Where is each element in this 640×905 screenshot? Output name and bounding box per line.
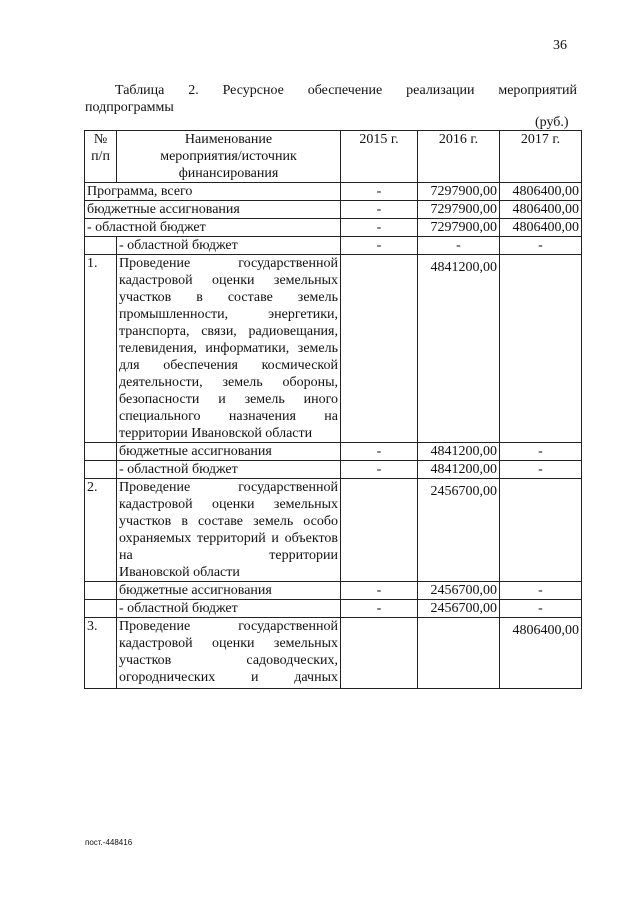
cell-2017: 4806400,00 [500,219,582,237]
row-label: - областной бюджет [117,461,341,479]
cell-2017 [500,255,582,443]
header-num: № п/п [85,131,117,183]
item-description [117,479,341,582]
header-2016: 2016 г. [418,131,500,183]
cell-num-empty [85,582,117,600]
cell-num-empty [85,461,117,479]
cell-num-empty [85,600,117,618]
table-row [85,443,582,461]
row-label: Программа, всего [85,183,341,201]
unit-label: (руб.) [535,115,569,130]
cell-2016 [418,618,500,689]
header-name: Наименование мероприятия/источник финансирования [117,131,341,183]
table-row [85,237,582,255]
desc-line: участков в составе земель особо [119,514,338,529]
cell-2015: - [341,443,418,461]
footer-code: пост.-448416 [85,838,133,847]
item-number: 1. [85,255,117,443]
caption-word: реализации [406,83,475,98]
row-label: бюджетные ассигнования [117,443,341,461]
cell-2015: - [341,582,418,600]
desc-line: территории Ивановской области [119,426,313,441]
cell-2017 [500,479,582,582]
cell-2017: 4806400,00 [500,618,582,689]
cell-num-empty [85,237,117,255]
cell-2017: - [500,600,582,618]
desc-line: участков садоводческих, [119,653,338,668]
resource-table [84,130,582,689]
desc-line: Проведение государственной [119,619,338,634]
row-label: бюджетные ассигнования [117,582,341,600]
item-description [117,618,341,689]
table-row [85,600,582,618]
row-label: бюджетные ассигнования [85,201,341,219]
cell-2017: 4806400,00 [500,201,582,219]
desc-line: информатики, земель для [119,341,338,373]
cell-2017: - [500,237,582,255]
table-caption [85,82,577,116]
cell-2015 [341,255,418,443]
page-number: 36 [553,38,567,53]
desc-line: участков в составе земель [119,290,338,305]
table-row [85,201,582,219]
caption-word: 2. [188,83,199,98]
desc-line: транспорта, связи, [119,324,237,339]
cell-2016: 4841200,00 [418,461,500,479]
caption-word: Таблица [115,83,165,98]
desc-line: безопасности и земель иного [119,392,338,407]
table-row [85,461,582,479]
item-description [117,255,341,443]
cell-2015: - [341,461,418,479]
row-label: - областной бюджет [117,600,341,618]
cell-2015: - [341,183,418,201]
desc-line: объектов на территории [119,531,339,563]
header-2015: 2015 г. [341,131,418,183]
desc-line: кадастровой оценки земельных [119,273,338,288]
desc-line: кадастровой оценки земельных [119,497,338,512]
table-row [85,219,582,237]
desc-line: охраняемых территорий и [119,531,279,546]
desc-line: специального назначения на [119,409,338,424]
cell-2015: - [341,237,418,255]
desc-line: деятельности, земель обороны, [119,375,338,390]
header-2017: 2017 г. [500,131,582,183]
desc-line: промышленности, энергетики, [119,307,338,322]
desc-line: огороднических и дачных [119,670,338,685]
desc-line: Проведение государственной [119,480,338,495]
table-row [85,479,582,582]
item-number: 3. [85,618,117,689]
cell-2017: 4806400,00 [500,183,582,201]
desc-line: обеспечения космической [163,358,338,373]
caption-word: мероприятий [498,83,577,98]
caption-word: Ресурсное [222,83,284,98]
caption-line-1 [85,82,577,99]
cell-2015: - [341,201,418,219]
table-row [85,582,582,600]
cell-2016: 2456700,00 [418,582,500,600]
cell-2015: - [341,219,418,237]
table-row [85,618,582,689]
desc-line: Ивановской области [119,565,240,580]
cell-2015: - [341,600,418,618]
cell-2017: - [500,443,582,461]
cell-2015 [341,479,418,582]
row-label: - областной бюджет [85,219,341,237]
cell-2016: 7297900,00 [418,219,500,237]
row-label: - областной бюджет [117,237,341,255]
table-row [85,255,582,443]
desc-line: Проведение государственной [119,256,338,271]
item-number: 2. [85,479,117,582]
table-row [85,183,582,201]
cell-2017: - [500,582,582,600]
cell-num-empty [85,443,117,461]
desc-line: кадастровой оценки земельных [119,636,338,651]
cell-2016: 4841200,00 [418,443,500,461]
header-row [85,131,582,183]
cell-2016: - [418,237,500,255]
cell-2015 [341,618,418,689]
cell-2016: 7297900,00 [418,183,500,201]
cell-2017: - [500,461,582,479]
caption-word: обеспечение [307,83,383,98]
desc-line: радиовещания, телевидения, [119,324,338,356]
cell-2016: 2456700,00 [418,479,500,582]
cell-2016: 4841200,00 [418,255,500,443]
cell-2016: 2456700,00 [418,600,500,618]
cell-2016: 7297900,00 [418,201,500,219]
caption-line-2: подпрограммы [85,100,174,115]
